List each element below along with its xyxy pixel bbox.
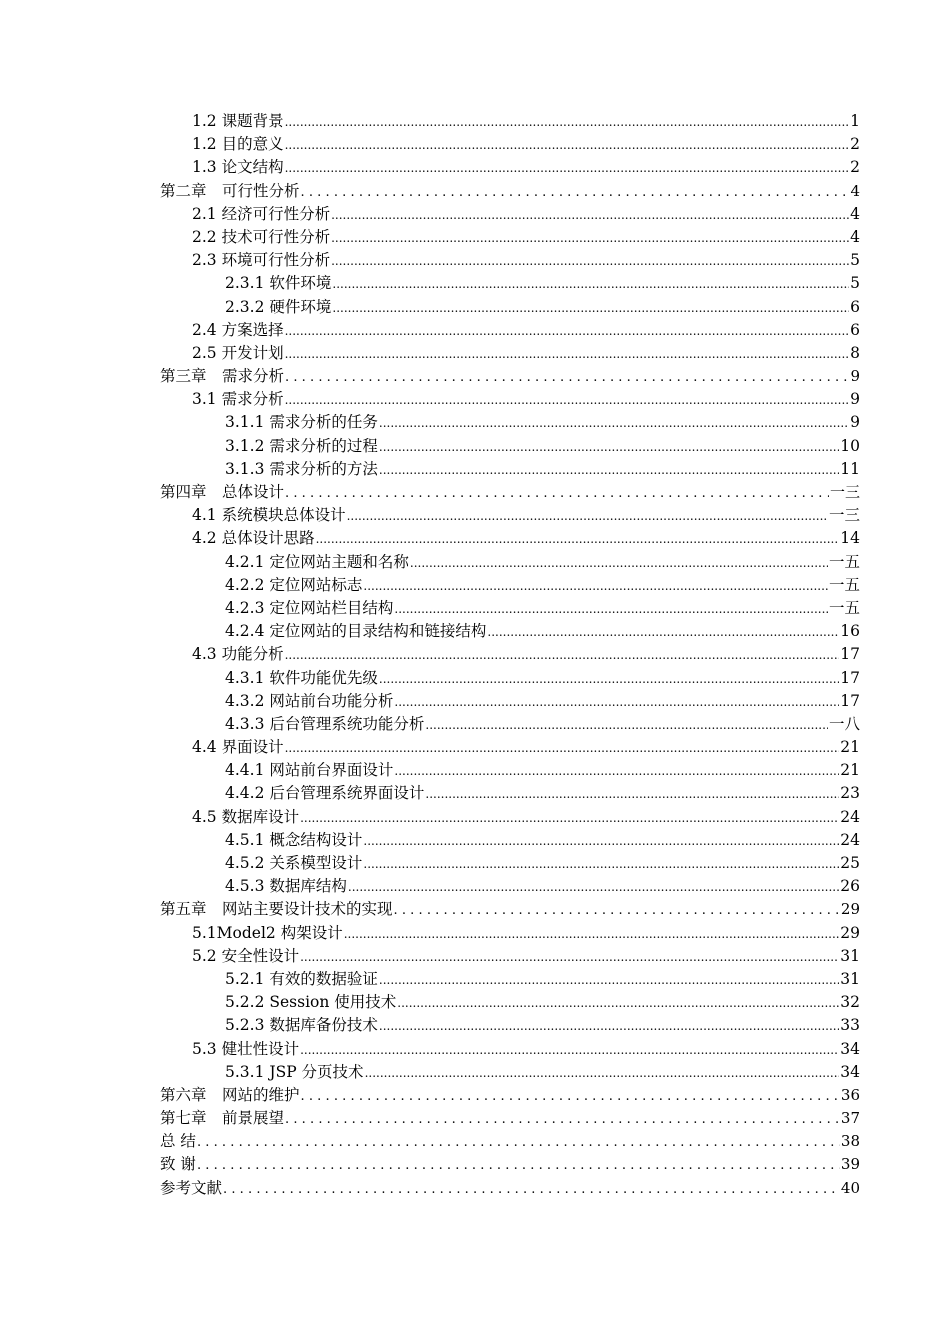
toc-entry[interactable]: [160, 597, 860, 620]
toc-entry-page-number: 9: [850, 390, 860, 409]
dot-leader: [197, 1154, 840, 1177]
toc-entry[interactable]: [160, 411, 860, 434]
toc-entry[interactable]: [160, 1038, 860, 1061]
toc-entry[interactable]: [160, 945, 860, 968]
dot-leader: [394, 760, 839, 783]
toc-entry-title: 4.3.2 网站前台功能分析: [225, 691, 394, 710]
toc-entry[interactable]: [160, 829, 860, 852]
toc-entry-title: 5.3.1 JSP 分页技术: [225, 1062, 364, 1081]
toc-entry[interactable]: [160, 1061, 860, 1084]
toc-entry-title: 第六章 网站的维护: [160, 1085, 300, 1104]
dot-leader: [379, 1015, 839, 1038]
dot-leader: [285, 737, 840, 760]
toc-entry-page-number: 21: [840, 738, 860, 757]
toc-entry[interactable]: [160, 759, 860, 782]
toc-entry-title: 4.5.1 概念结构设计: [225, 830, 363, 849]
toc-entry[interactable]: [160, 574, 860, 597]
dot-leader: [394, 899, 840, 922]
dot-leader: [301, 181, 850, 204]
toc-entry-title: 4.3.1 软件功能优先级: [225, 668, 378, 687]
dot-leader: [347, 505, 828, 528]
toc-entry-title: 4.3.3 后台管理系统功能分析: [225, 714, 425, 733]
toc-entry[interactable]: [160, 319, 860, 342]
toc-entry-title: 4.4.2 后台管理系统界面设计: [225, 784, 425, 803]
toc-entry[interactable]: [160, 991, 860, 1014]
dot-leader: [300, 1039, 839, 1062]
toc-entry[interactable]: [160, 458, 860, 481]
toc-entry-page-number: 24: [840, 807, 860, 826]
toc-entry[interactable]: [160, 643, 860, 666]
dot-leader: [285, 644, 840, 667]
toc-entry-page-number: 32: [840, 993, 860, 1012]
toc-entry[interactable]: [160, 875, 860, 898]
toc-entry-title: 5.3 健壮性设计: [192, 1039, 300, 1058]
toc-entry-page-number: 36: [840, 1085, 860, 1104]
toc-entry-page-number: 一八: [828, 714, 860, 733]
dot-leader: [331, 227, 849, 250]
toc-entry-title: 2.3.2 硬件环境: [225, 297, 332, 316]
dot-leader: [365, 1062, 840, 1085]
toc-entry-page-number: 26: [840, 877, 860, 896]
toc-entry-title: 4.5 数据库设计: [192, 807, 300, 826]
dot-leader: [301, 1085, 840, 1108]
toc-entry-title: 5.1Model2 构架设计: [192, 923, 343, 942]
dot-leader: [285, 134, 850, 157]
dot-leader: [285, 389, 850, 412]
toc-entry-page-number: 21: [840, 761, 860, 780]
toc-entry-title: 1.2 课题背景: [192, 112, 284, 130]
toc-entry[interactable]: [160, 388, 860, 411]
toc-entry-page-number: 31: [840, 946, 860, 965]
toc-entry-page-number: 38: [840, 1132, 860, 1151]
toc-entry-page-number: 29: [840, 923, 860, 942]
toc-entry-page-number: 24: [840, 830, 860, 849]
toc-entry[interactable]: [160, 690, 860, 713]
toc-entry[interactable]: [160, 110, 860, 133]
toc-entry[interactable]: [160, 1107, 860, 1130]
toc-entry[interactable]: [160, 180, 860, 203]
dot-leader: [285, 482, 829, 505]
toc-entry-title: 第七章 前景展望: [160, 1109, 285, 1128]
toc-entry-page-number: 一五: [828, 552, 860, 571]
toc-entry[interactable]: [160, 342, 860, 365]
toc-entry-page-number: 8: [850, 343, 860, 362]
toc-entry-page-number: 6: [850, 297, 860, 316]
toc-entry[interactable]: [160, 968, 860, 991]
toc-entry-title: 3.1.3 需求分析的方法: [225, 459, 378, 478]
toc-entry[interactable]: [160, 504, 860, 527]
toc-entry-page-number: 17: [840, 645, 860, 664]
toc-entry-title: 2.2 技术可行性分析: [192, 227, 331, 246]
toc-entry[interactable]: [160, 435, 860, 458]
toc-entry-title: 2.3.1 软件环境: [225, 274, 332, 293]
toc-entry-page-number: 一五: [828, 598, 860, 617]
dot-leader: [300, 946, 839, 969]
dot-leader: [379, 668, 839, 691]
toc-entry-page-number: 17: [840, 668, 860, 687]
toc-entry-title: 4.2.3 定位网站栏目结构: [225, 598, 394, 617]
toc-entry-page-number: 2: [850, 135, 860, 154]
toc-entry-page-number: 一三: [829, 483, 860, 501]
toc-entry-page-number: 4: [850, 204, 860, 223]
toc-entry-title: 参考文献: [160, 1178, 223, 1197]
toc-entry[interactable]: [160, 226, 860, 249]
toc-entry-title: 1.3 论文结构: [192, 158, 284, 177]
toc-entry-page-number: 29: [840, 900, 860, 919]
dot-leader: [348, 876, 839, 899]
toc-entry[interactable]: [160, 782, 860, 805]
dot-leader: [394, 598, 828, 621]
toc-entry[interactable]: [160, 1153, 860, 1176]
toc-entry[interactable]: [160, 806, 860, 829]
toc-entry-title: 2.4 方案选择: [192, 320, 284, 339]
toc-entry-page-number: 4: [850, 181, 860, 200]
dot-leader: [379, 412, 849, 435]
toc-entry-title: 5.2.3 数据库备份技术: [225, 1016, 378, 1035]
toc-entry[interactable]: [160, 1177, 860, 1200]
toc-entry-page-number: 25: [840, 854, 860, 872]
toc-entry-title: 3.1.1 需求分析的任务: [225, 413, 378, 432]
toc-entry-page-number: 16: [840, 622, 860, 641]
dot-leader: [379, 969, 839, 992]
dot-leader: [285, 320, 850, 343]
toc-entry-title: 第二章 可行性分析: [160, 181, 300, 200]
toc-entry-page-number: 40: [840, 1178, 860, 1197]
toc-entry-title: 5.2.2 Session 使用技术: [225, 993, 397, 1012]
toc-entry-title: 4.5.2 关系模型设计: [225, 854, 363, 872]
toc-entry-page-number: 一三: [828, 506, 860, 525]
toc-entry-page-number: 34: [840, 1062, 860, 1081]
toc-entry[interactable]: [160, 713, 860, 736]
toc-entry-title: 2.5 开发计划: [192, 343, 284, 362]
dot-leader: [487, 621, 839, 644]
dot-leader: [300, 807, 839, 830]
toc-entry[interactable]: [160, 736, 860, 759]
dot-leader: [316, 528, 840, 551]
dot-leader: [344, 923, 840, 946]
toc-entry-page-number: 37: [840, 1109, 860, 1128]
toc-entry-page-number: 9: [850, 367, 860, 386]
toc-entry-title: 第五章 网站主要设计技术的实现: [160, 900, 393, 919]
toc-entry-title: 第四章 总体设计: [160, 483, 285, 501]
dot-leader: [410, 552, 828, 575]
dot-leader: [332, 297, 849, 320]
toc-entry-title: 4.1 系统模块总体设计: [192, 506, 346, 525]
toc-entry-title: 4.2.1 定位网站主题和名称: [225, 552, 409, 571]
dot-leader: [331, 204, 849, 227]
toc-entry-page-number: 34: [840, 1039, 860, 1058]
toc-entry-page-number: 1: [850, 112, 860, 130]
dot-leader: [223, 1178, 840, 1201]
toc-entry-page-number: 5: [850, 251, 860, 270]
toc-entry-title: 3.1 需求分析: [192, 390, 284, 409]
toc-entry[interactable]: [160, 620, 860, 643]
toc-entry-page-number: 11: [840, 459, 860, 478]
toc-entry[interactable]: [160, 551, 860, 574]
dot-leader: [363, 830, 839, 853]
dot-leader: [425, 714, 828, 737]
toc-entry-title: 1.2 目的意义: [192, 135, 284, 154]
toc-entry-title: 4.5.3 数据库结构: [225, 877, 347, 896]
toc-entry-title: 3.1.2 需求分析的过程: [225, 436, 378, 455]
toc-entry-page-number: 4: [850, 227, 860, 246]
toc-entry[interactable]: [160, 1084, 860, 1107]
dot-leader: [285, 111, 850, 134]
toc-entry-page-number: 14: [840, 529, 860, 548]
toc-entry-page-number: 2: [850, 158, 860, 177]
toc-entry[interactable]: [160, 203, 860, 226]
toc-entry[interactable]: [160, 365, 860, 388]
toc-entry[interactable]: [160, 527, 860, 550]
toc-entry-page-number: 10: [840, 436, 860, 455]
toc-entry-title: 2.1 经济可行性分析: [192, 204, 331, 223]
dot-leader: [394, 691, 839, 714]
toc-entry-page-number: 5: [850, 274, 860, 293]
toc-entry-page-number: 9: [850, 413, 860, 432]
toc-entry-title: 4.4.1 网站前台界面设计: [225, 761, 394, 780]
toc-entry-title: 总 结: [160, 1132, 196, 1151]
toc-entry[interactable]: [160, 852, 860, 875]
toc-entry-page-number: 23: [840, 784, 860, 803]
dot-leader: [379, 459, 839, 482]
toc-entry[interactable]: [160, 272, 860, 295]
toc-entry-title: 4.2 总体设计思路: [192, 529, 315, 548]
toc-entry-page-number: 一五: [828, 575, 860, 594]
toc-entry-title: 第三章 需求分析: [160, 367, 285, 386]
toc-entry-title: 5.2 安全性设计: [192, 946, 300, 965]
toc-entry[interactable]: [160, 1014, 860, 1037]
toc-entry[interactable]: [160, 296, 860, 319]
toc-entry-page-number: 6: [850, 320, 860, 339]
toc-entry-title: 4.3 功能分析: [192, 645, 284, 664]
toc-entry-title: 4.4 界面设计: [192, 738, 284, 757]
toc-entry-title: 致 谢: [160, 1155, 196, 1174]
toc-entry[interactable]: [160, 249, 860, 272]
toc-entry-title: 4.2.2 定位网站标志: [225, 575, 363, 594]
dot-leader: [285, 157, 850, 180]
toc-entry[interactable]: [160, 133, 860, 156]
toc-entry[interactable]: [160, 156, 860, 179]
dot-leader: [425, 783, 839, 806]
toc-entry-page-number: 31: [840, 969, 860, 988]
toc-entry-title: 2.3 环境可行性分析: [192, 251, 331, 270]
dot-leader: [285, 366, 849, 389]
toc-entry[interactable]: [160, 481, 860, 504]
toc-entry-title: 5.2.1 有效的数据验证: [225, 969, 378, 988]
toc-entry[interactable]: [160, 667, 860, 690]
table-of-contents: [160, 110, 860, 1200]
dot-leader: [363, 575, 828, 598]
dot-leader: [331, 250, 849, 273]
toc-entry[interactable]: [160, 1130, 860, 1153]
dot-leader: [332, 273, 849, 296]
toc-entry-page-number: 33: [840, 1016, 860, 1035]
dot-leader: [285, 343, 850, 366]
dot-leader: [197, 1131, 840, 1154]
toc-entry-page-number: 39: [840, 1155, 860, 1174]
toc-entry[interactable]: [160, 922, 860, 945]
toc-entry[interactable]: [160, 898, 860, 921]
dot-leader: [379, 436, 839, 459]
toc-entry-page-number: 17: [840, 691, 860, 710]
dot-leader: [285, 1108, 840, 1131]
dot-leader: [363, 853, 839, 876]
dot-leader: [397, 992, 839, 1015]
toc-entry-title: 4.2.4 定位网站的目录结构和链接结构: [225, 622, 487, 641]
